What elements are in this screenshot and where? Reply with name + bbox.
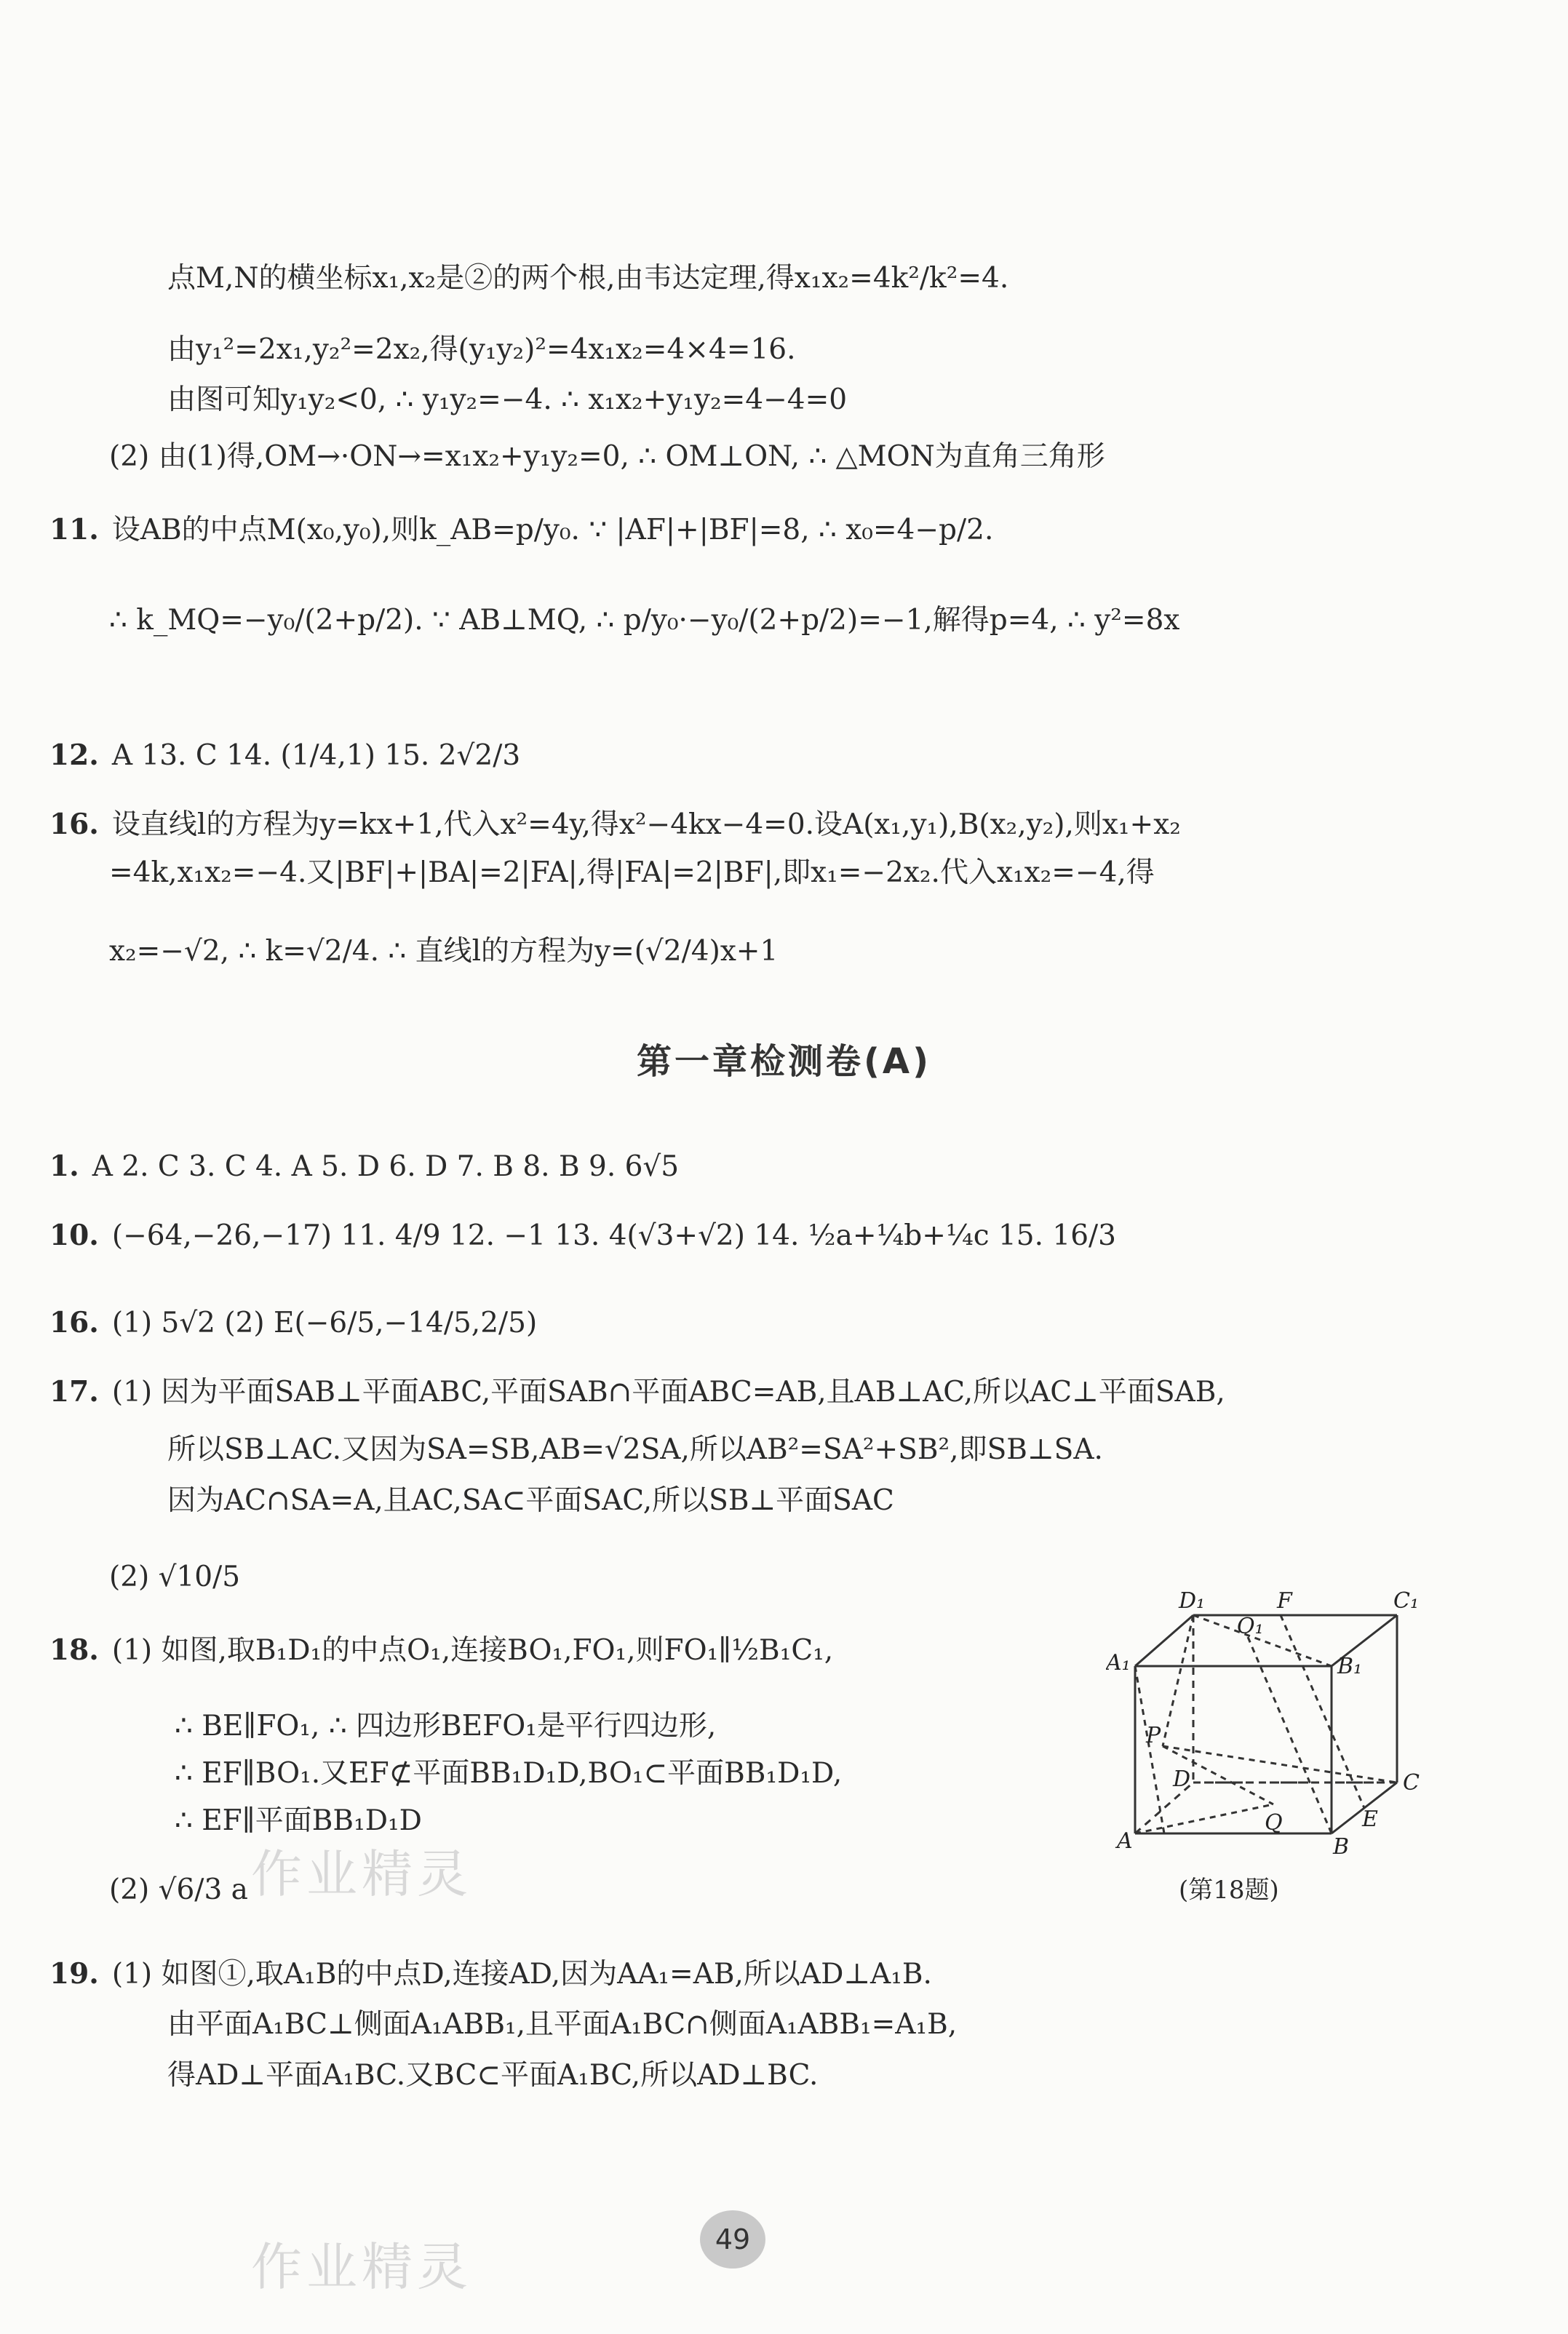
question-number: 16. [49,1306,99,1339]
answer-text: ∴ EF∥平面BB₁D₁D [175,1804,422,1837]
answer-line [49,1630,833,1671]
question-number: 17. [49,1375,99,1409]
answer-line [109,853,1155,893]
question-number: 16. [49,808,99,841]
question-number: 1. [49,1150,79,1183]
answer-line [167,2055,818,2096]
label-O1: O₁ [1237,1614,1264,1639]
figure-caption: (第18题) [1179,1876,1279,1905]
answer-text: (1) 5√2 (2) E(−6/5,−14/5,2/5) [111,1307,538,1339]
label-B1: B₁ [1337,1654,1363,1679]
answer-text: (1) 如图①,取A₁B的中点D,连接AD,因为AA₁=AB,所以AD⊥A₁B. [111,1958,932,1991]
question-number: 11. [49,513,99,546]
answer-text: A 2. C 3. C 4. A 5. D 6. D 7. B 8. B 9. 6√5 [92,1150,680,1183]
label-D: D [1173,1767,1191,1792]
answer-line [167,2004,957,2045]
answer-line [49,1302,537,1344]
answer-line [175,1753,842,1794]
answer-line [109,437,1105,477]
answer-line [175,1706,716,1747]
answer-line [49,1215,1116,1256]
answer-text: (2) √10/5 [109,1561,241,1593]
answer-text: x₂=−√2, ∴ k=√2/4. ∴ 直线l的方程为y=(√2/4)x+1 [109,935,779,968]
answer-text: (1) 如图,取B₁D₁的中点O₁,连接BO₁,FO₁,则FO₁∥½B₁C₁, [111,1634,834,1667]
answer-line [49,1371,1225,1413]
label-B: B [1333,1834,1350,1860]
label-A1: A₁ [1106,1650,1131,1676]
question-number: 19. [49,1957,99,1991]
question-number: 10. [49,1219,99,1252]
answer-line [167,330,795,370]
answer-line [167,1430,1103,1470]
answer-text: 由平面A₁BC⊥侧面A₁ABB₁,且平面A₁BC∩侧面A₁ABB₁=A₁B, [167,2008,958,2041]
answer-text: (1) 因为平面SAB⊥平面ABC,平面SAB∩平面ABC=AB,且AB⊥AC,所以AC⊥平面SAB, [111,1376,1225,1409]
answer-line [109,931,778,972]
answer-text: ∴ EF∥BO₁.又EF⊄平面BB₁D₁D,BO₁⊂平面BB₁D₁D, [175,1757,843,1790]
answer-text: 由图可知y₁y₂<0, ∴ y₁y₂=−4. ∴ x₁x₂+y₁y₂=4−4=0 [167,383,848,416]
question-number: 12. [49,738,99,772]
cube-figure [1106,1579,1426,1870]
answer-line [49,1953,932,1995]
answer-text: 设AB的中点M(x₀,y₀),则k_AB=p/y₀. ∵ |AF|+|BF|=8, ∴ x₀=4−p/2. [111,514,994,546]
answer-text: 得AD⊥平面A₁BC.又BC⊂平面A₁BC,所以AD⊥BC. [167,2059,819,2092]
watermark: 作业精灵 [251,1844,472,1904]
label-F: F [1277,1588,1292,1614]
answer-line [109,1557,240,1598]
answer-text: ∴ BE∥FO₁, ∴ 四边形BEFO₁是平行四边形, [175,1710,717,1742]
answer-line [109,1870,248,1911]
answer-text: (−64,−26,−17) 11. 4/9 12. −1 13. 4(√3+√2) 14. ½a+¼b+¼c 15. 16/3 [111,1219,1116,1252]
answer-text: (2) √6/3 a [109,1873,248,1906]
label-C1: C₁ [1393,1588,1419,1614]
answer-text: 由y₁²=2x₁,y₂²=2x₂,得(y₁y₂)²=4x₁x₂=4×4=16. [167,333,796,366]
answer-line [49,735,520,776]
answer-text: (2) 由(1)得,OM→·ON→=x₁x₂+y₁y₂=0, ∴ OM⊥ON, ∴ △MON为直角三角形 [109,440,1105,473]
label-C: C [1403,1770,1420,1796]
answer-line [167,258,1008,299]
page-number: 49 [700,2210,765,2269]
answer-text: 设直线l的方程为y=kx+1,代入x²=4y,得x²−4kx−4=0.设A(x₁,y₁),B(x₂,y₂),则x₁+x₂ [111,808,1181,841]
answer-line [49,509,993,551]
label-P: P [1146,1723,1161,1748]
label-D1: D₁ [1179,1588,1206,1614]
label-A: A [1117,1828,1133,1854]
answer-text: =4k,x₁x₂=−4.又|BF|+|BA|=2|FA|,得|FA|=2|BF|,即x₁=−2x₂.代入x₁x₂=−4,得 [109,856,1155,889]
answer-text: 点M,N的横坐标x₁,x₂是②的两个根,由韦达定理,得x₁x₂=4k²/k²=4. [167,262,1009,295]
answer-text: A 13. C 14. (1/4,1) 15. 2√2/3 [111,739,521,772]
label-E: E [1362,1807,1378,1832]
label-Q: Q [1265,1810,1283,1836]
answer-text: 所以SB⊥AC.又因为SA=SB,AB=√2SA,所以AB²=SA²+SB²,即SB⊥SA. [167,1433,1103,1466]
answer-line [167,1481,894,1521]
answer-line [49,1146,679,1187]
answer-line [167,380,847,421]
question-number: 18. [49,1633,99,1667]
watermark-bottom: 作业精灵 [251,2237,472,2297]
answer-text: 因为AC∩SA=A,且AC,SA⊂平面SAC,所以SB⊥平面SAC [167,1484,894,1517]
answer-line [109,600,1179,641]
answer-line [49,804,1181,845]
section-title: 第一章检测卷(A) [636,1041,932,1082]
answer-text: ∴ k_MQ=−y₀/(2+p/2). ∵ AB⊥MQ, ∴ p/y₀·−y₀/(2+p/2)=−1,解得p=4, ∴ y²=8x [109,604,1180,637]
